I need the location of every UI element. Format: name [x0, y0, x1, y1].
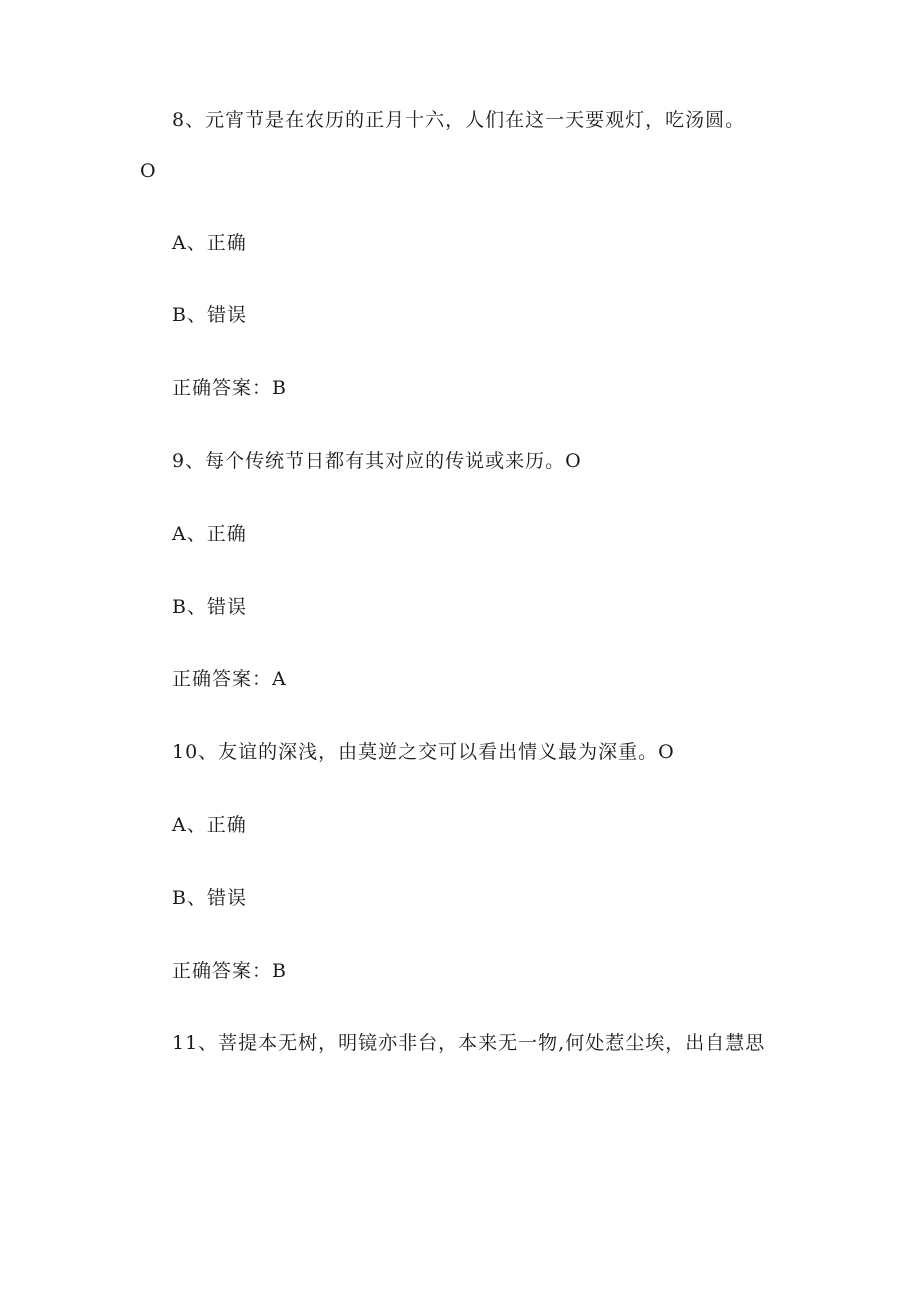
question-9-stem: 9、每个传统节日都有其对应的传说或来历。O [172, 450, 582, 472]
question-8-stem: 8、元宵节是在农历的正月十六，人们在这一天要观灯，吃汤圆。 [172, 109, 746, 131]
question-8-option-a: A、正确 [172, 232, 247, 254]
question-10-option-a: A、正确 [172, 814, 247, 836]
question-10-stem: 10、友谊的深浅，由莫逆之交可以看出情义最为深重。O [172, 741, 675, 763]
question-10-answer: 正确答案：B [172, 960, 287, 982]
question-11-stem: 11、菩提本无树，明镜亦非台，本来无一物,何处惹尘埃，出自慧思 [172, 1032, 766, 1054]
question-9-answer: 正确答案：A [172, 668, 287, 690]
question-9-option-a: A、正确 [172, 523, 247, 545]
question-8-answer: 正确答案：B [172, 377, 287, 399]
question-9-option-b: B、错误 [172, 596, 247, 618]
question-8-option-b: B、错误 [172, 304, 247, 326]
question-10-option-b: B、错误 [172, 887, 247, 909]
question-8-stem-tail: O [140, 160, 157, 182]
